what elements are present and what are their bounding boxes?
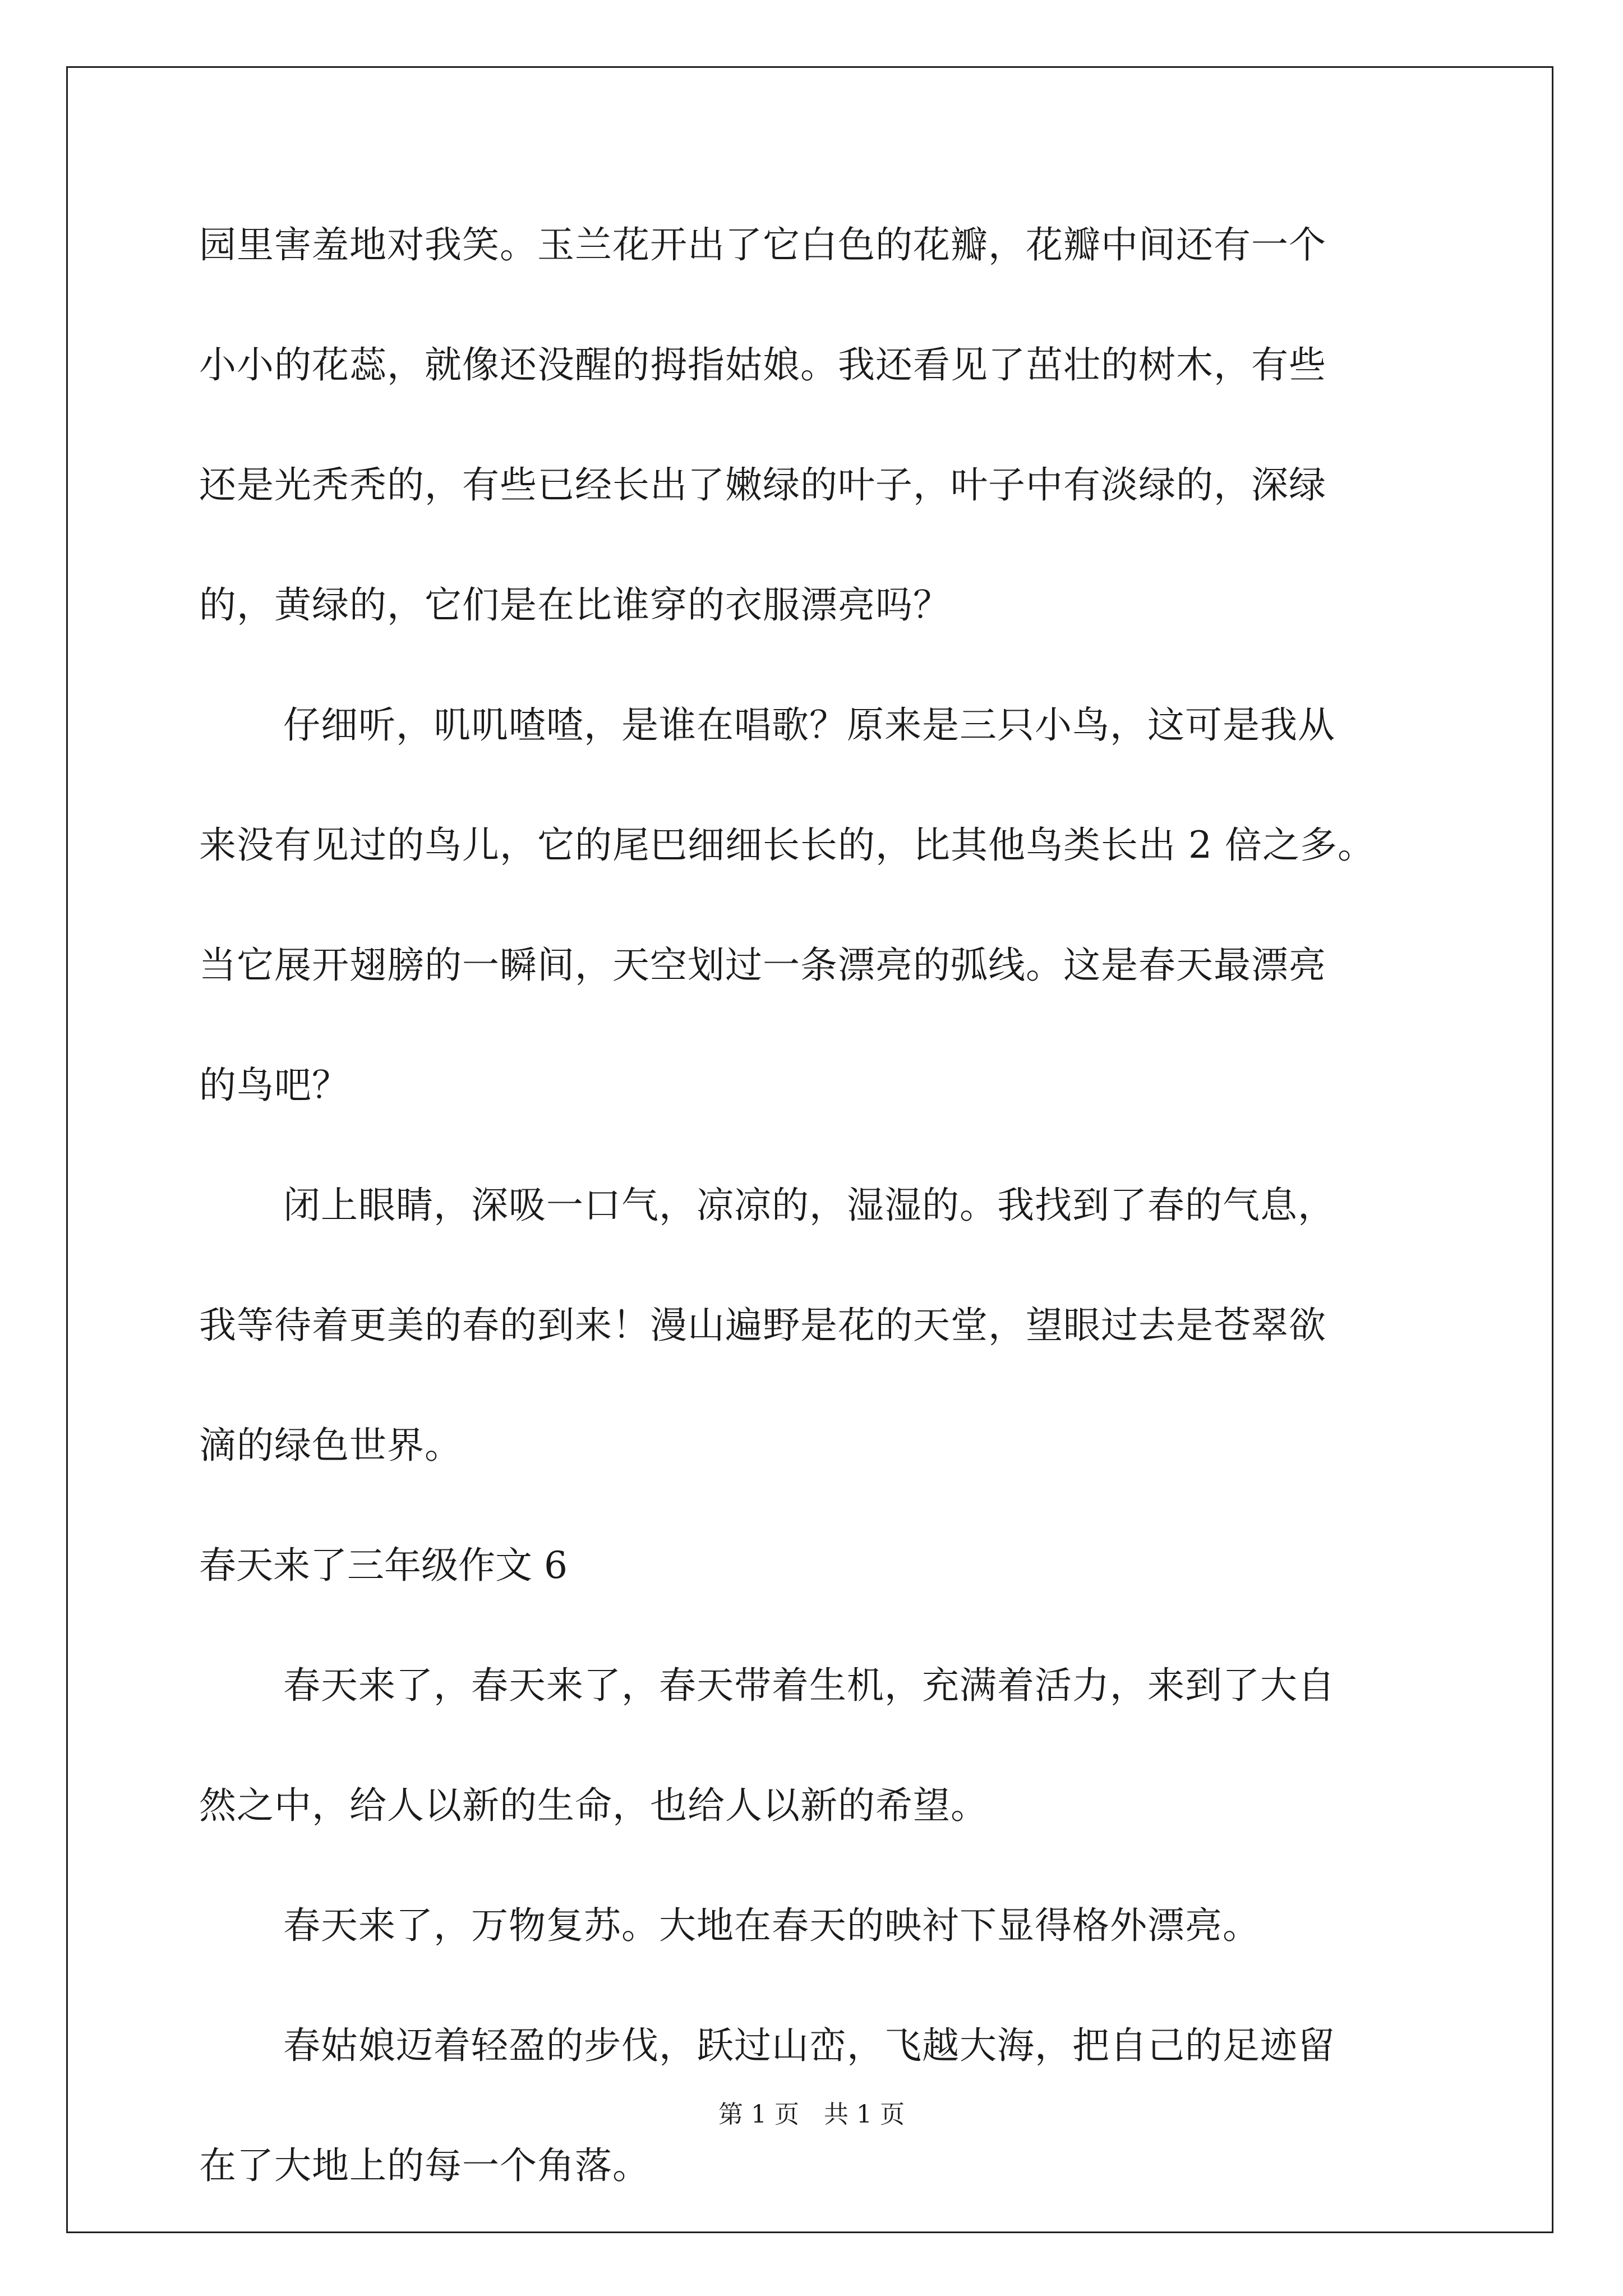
text-line: 来没有见过的鸟儿，它的尾巴细细长长的，比其他鸟类长出 2 倍之多。 xyxy=(199,823,1375,867)
text-line: 当它展开翅膀的一瞬间，天空划过一条漂亮的弧线。这是春天最漂亮 xyxy=(199,944,1326,987)
paragraph xyxy=(199,665,1444,1145)
text-line: 还是光秃秃的，有些已经长出了嫩绿的叶子，叶子中有淡绿的，深绿 xyxy=(199,463,1326,507)
text-line: 我等待着更美的春的到来！漫山遍野是花的天堂，望眼过去是苍翠欲 xyxy=(199,1304,1326,1347)
text-line: 春姑娘迈着轻盈的步伐，跃过山峦，飞越大海，把自己的足迹留 xyxy=(283,2024,1335,2067)
text-line: 春天来了，万物复苏。大地在春天的映衬下显得格外漂亮。 xyxy=(283,1904,1260,1947)
text-line: 春天来了，春天来了，春天带着生机，充满着活力，来到了大自 xyxy=(283,1664,1335,1707)
text-line: 园里害羞地对我笑。玉兰花开出了它白色的花瓣，花瓣中间还有一个 xyxy=(199,223,1326,266)
section-title: 春天来了三年级作文 6 xyxy=(199,1544,568,1587)
text-line: 在了大地上的每一个角落。 xyxy=(199,2144,650,2187)
text-line: 闭上眼睛，深吸一口气，凉凉的，湿湿的。我找到了春的气息， xyxy=(283,1184,1335,1227)
paragraph xyxy=(199,185,1444,665)
text-line: 仔细听，叽叽喳喳，是谁在唱歌？原来是三只小鸟，这可是我从 xyxy=(283,703,1335,747)
paragraph xyxy=(199,1145,1444,1506)
page-footer: 第 1 页 共 1 页 xyxy=(718,2100,905,2129)
text-line: 然之中，给人以新的生命，也给人以新的希望。 xyxy=(199,1784,988,1827)
text-line: 的鸟吧？ xyxy=(199,1064,349,1107)
document-body xyxy=(199,185,1444,2226)
paragraph xyxy=(199,1866,1444,1986)
text-line: 滴的绿色世界。 xyxy=(199,1424,462,1467)
text-line: 小小的花蕊，就像还没醒的拇指姑娘。我还看见了茁壮的树木，有些 xyxy=(199,343,1326,386)
paragraph xyxy=(199,1626,1444,1866)
text-line: 的，黄绿的，它们是在比谁穿的衣服漂亮吗？ xyxy=(199,583,951,627)
